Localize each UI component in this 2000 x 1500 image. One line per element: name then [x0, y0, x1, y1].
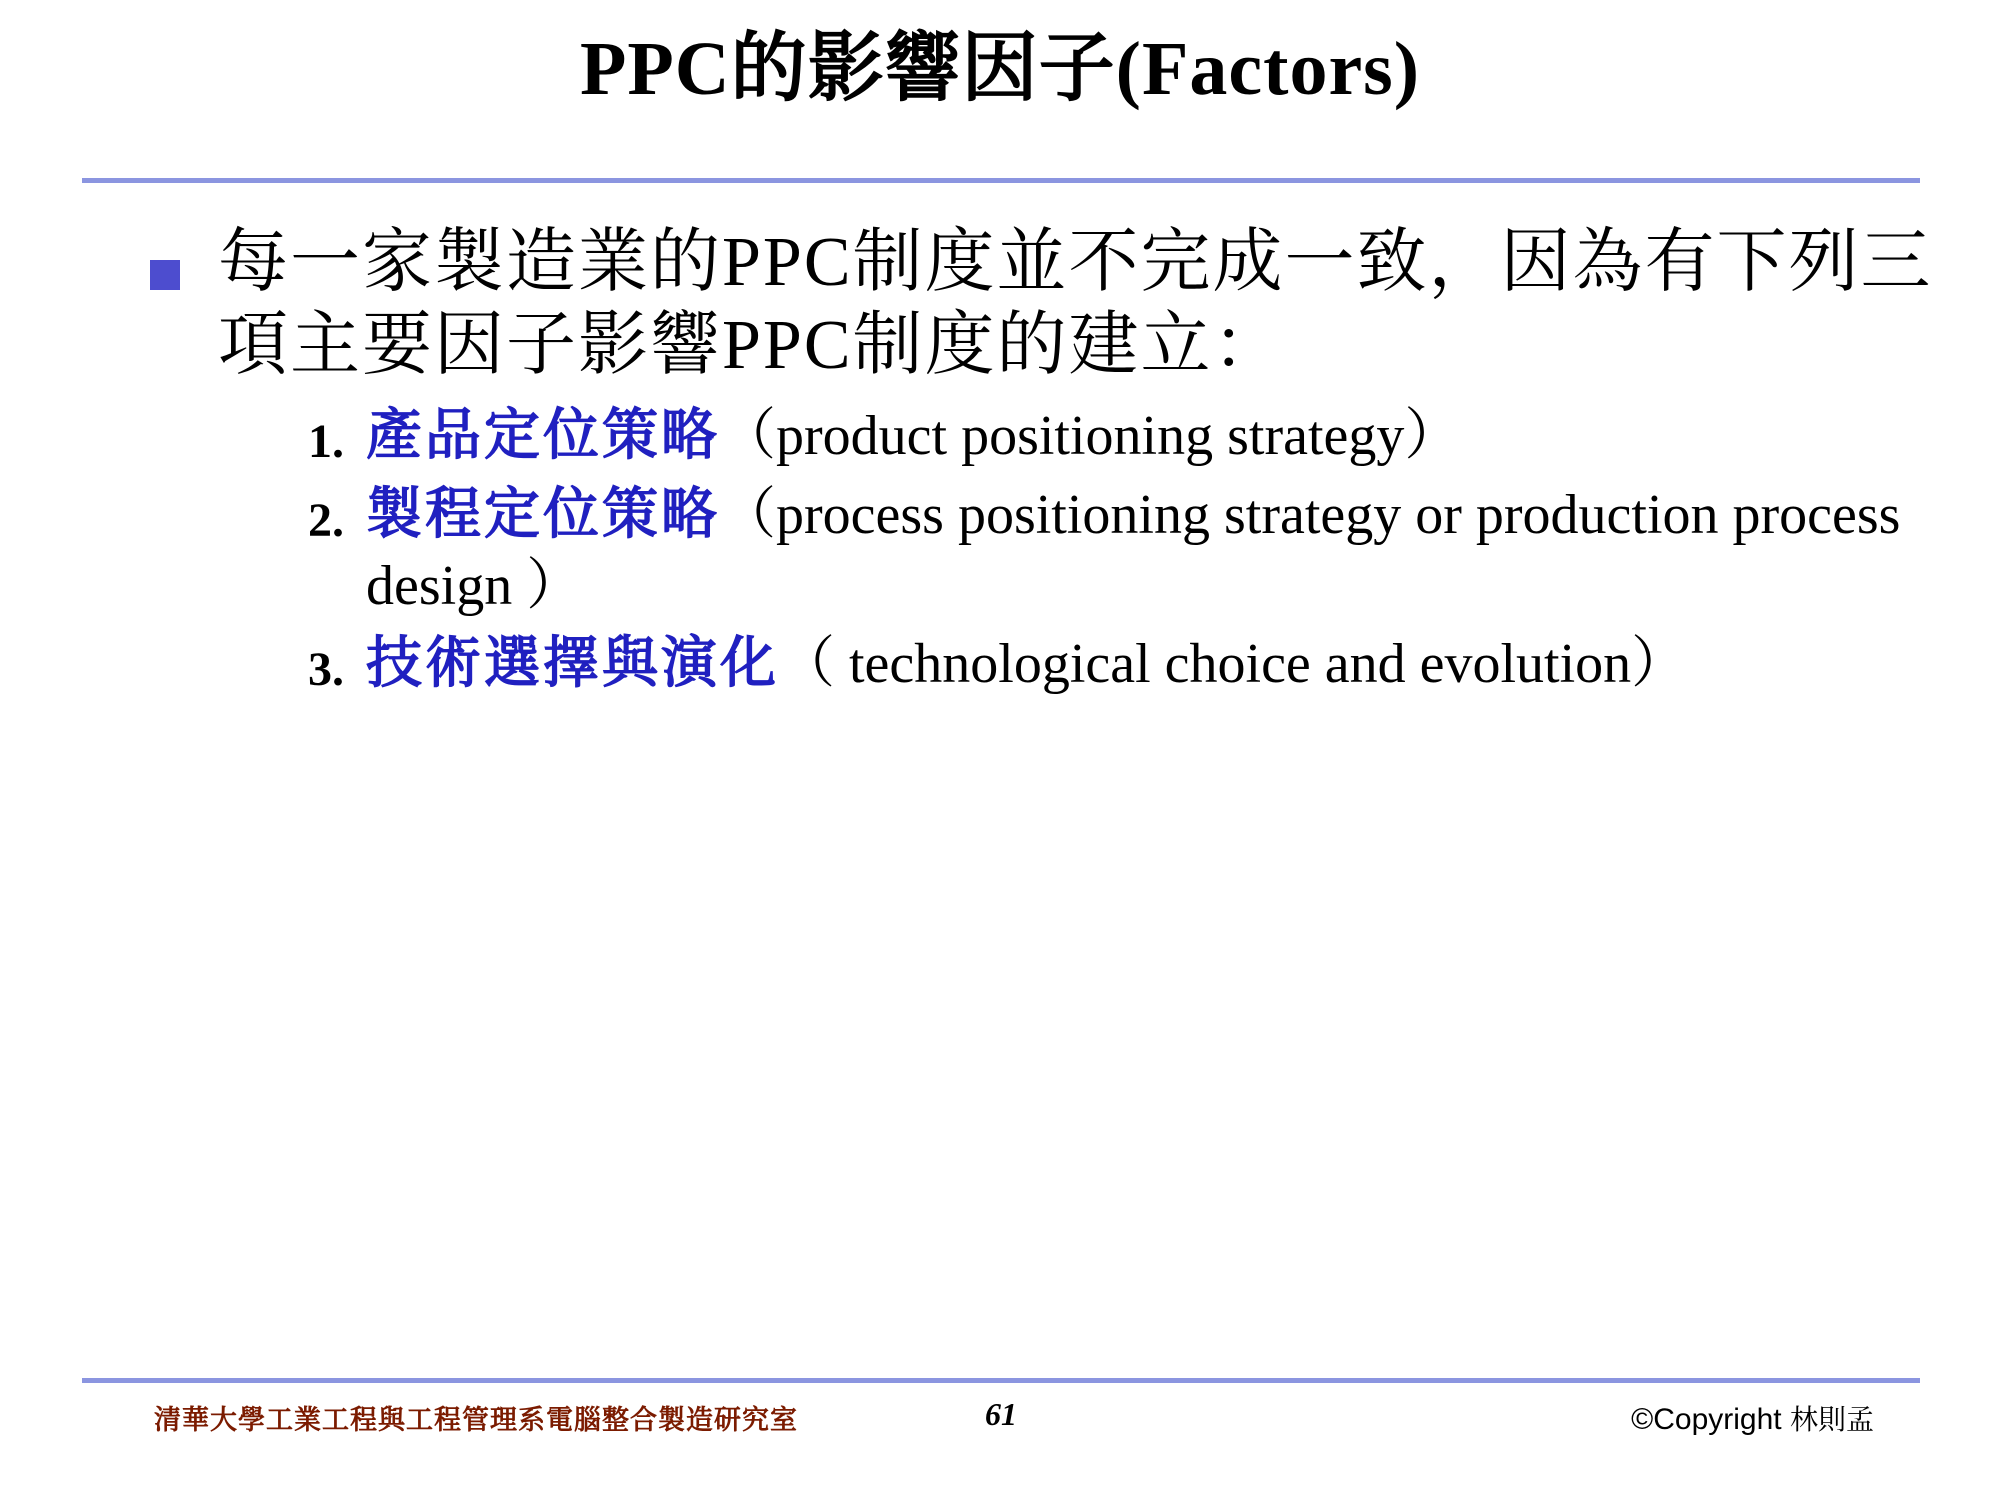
list-item — [270, 401, 1940, 473]
page-title: PPC的影響因子(Factors) — [579, 27, 1421, 111]
list-item-cjk: 製程定位策略 — [366, 483, 720, 546]
page-number: 61 — [985, 1396, 1017, 1432]
list-item-body — [366, 401, 1940, 473]
list-item — [270, 480, 1940, 623]
list-item-body — [366, 480, 1940, 623]
list-item-english: （product positioning strategy） — [720, 405, 1461, 468]
footer-divider — [82, 1378, 1920, 1383]
header-divider — [82, 178, 1920, 183]
footer — [82, 1392, 1920, 1452]
list-item-number: 1. — [308, 415, 344, 469]
list-item-english: （process positioning strategy or production process design ） — [366, 483, 1901, 618]
footer-organization: 清華大學工業工程與工程管理系電腦整合製造研究室 — [154, 1405, 798, 1435]
list-item-cjk: 技術選擇與演化 — [366, 632, 779, 695]
copyright-author: 林則孟 — [1789, 1405, 1874, 1436]
bullet-item — [150, 222, 1940, 387]
list-item-body — [366, 629, 1940, 701]
list-item — [270, 629, 1940, 701]
list-item-cjk: 產品定位策略 — [366, 405, 720, 468]
footer-copyright — [1631, 1398, 1874, 1438]
bullet-text: 每一家製造業的PPC制度並不完成一致，因為有下列三項主要因子影響PPC制度的建立： — [218, 224, 1933, 384]
copyright-text: ©Copyright — [1631, 1403, 1790, 1436]
slide-body — [150, 222, 1940, 707]
square-bullet-icon — [150, 260, 180, 290]
list-item-number: 3. — [308, 642, 344, 696]
list-item-english: （ technological choice and evolution） — [779, 632, 1688, 695]
list-item-number: 2. — [308, 493, 344, 547]
numbered-list — [270, 401, 1940, 701]
